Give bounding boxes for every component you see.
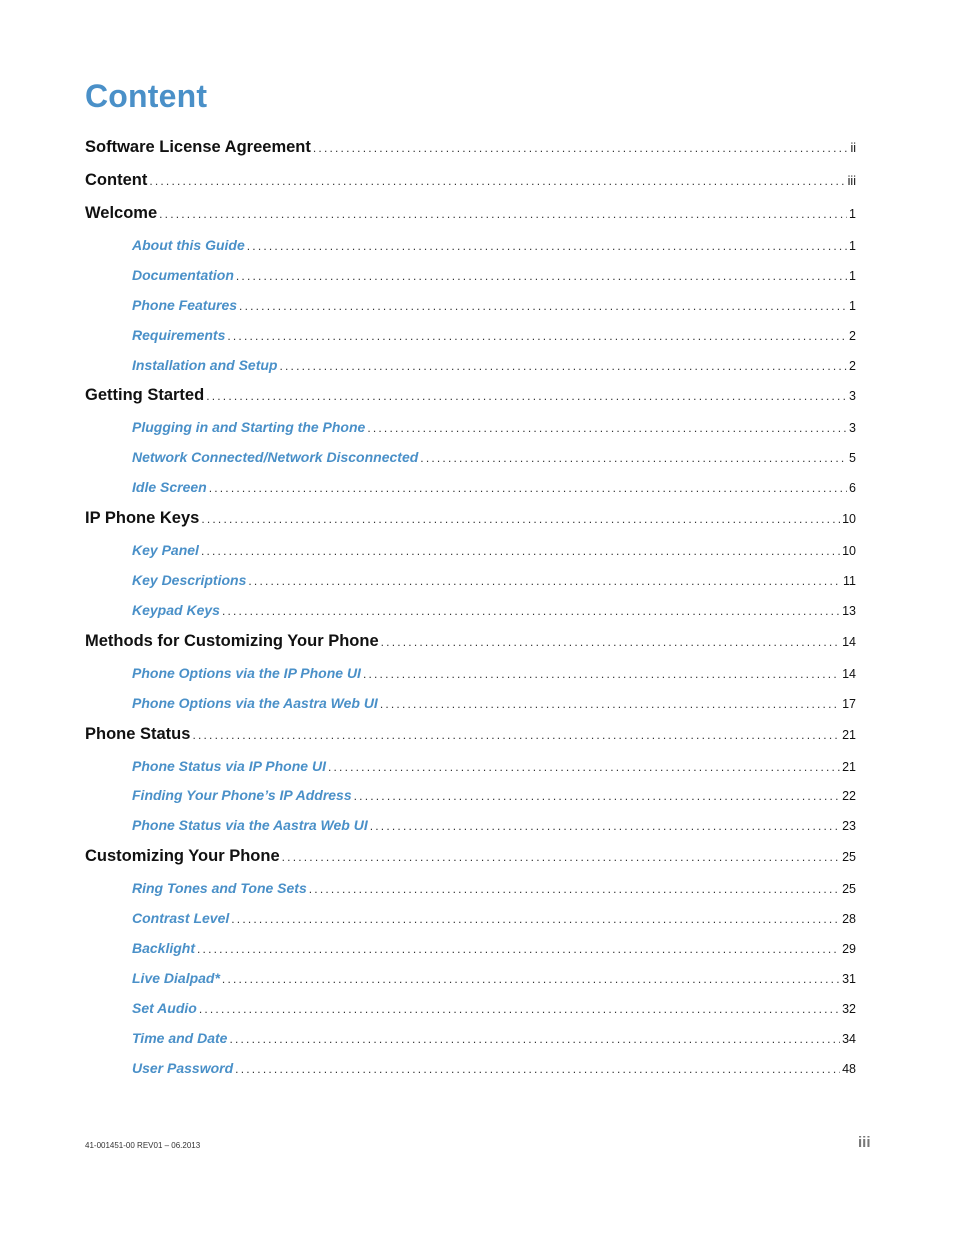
toc-chapter-entry[interactable]: [85, 138, 856, 171]
toc-entry-title: Methods for Customizing Your Phone: [85, 631, 379, 650]
dot-leader: [236, 269, 847, 283]
dot-leader: [367, 421, 847, 435]
dot-leader: [380, 697, 840, 711]
toc-entry-page: 29: [842, 942, 856, 957]
toc-entry-page: 2: [849, 358, 856, 373]
toc-entry-page: 25: [842, 850, 856, 865]
toc-entry-title: Phone Options via the IP Phone UI: [132, 664, 361, 681]
toc-entry-title: Phone Status via IP Phone UI: [132, 757, 326, 774]
dot-leader: [231, 912, 840, 926]
toc-section-entry[interactable]: [85, 237, 856, 267]
toc-entry-page: 25: [842, 882, 856, 897]
toc-entry-title: Welcome: [85, 204, 158, 222]
dot-leader: [199, 1002, 840, 1016]
toc-entry-page: 2: [849, 328, 856, 343]
toc-entry-title: Time and Date: [132, 1029, 228, 1046]
toc-entry-page: 3: [849, 421, 856, 436]
footer-page-number: iii: [858, 1134, 871, 1151]
table-of-contents: [85, 138, 856, 1089]
toc-entry-page: 23: [842, 819, 856, 834]
dot-leader: [201, 512, 840, 526]
toc-section-entry[interactable]: [85, 787, 856, 817]
dot-leader: [201, 544, 840, 558]
dot-leader: [313, 141, 849, 155]
toc-entry-title: Idle Screen: [132, 479, 207, 496]
toc-section-entry[interactable]: [85, 542, 856, 572]
toc-section-entry[interactable]: [85, 940, 856, 970]
toc-section-entry[interactable]: [85, 1060, 856, 1090]
toc-entry-title: Key Descriptions: [132, 572, 247, 589]
toc-section-entry[interactable]: [85, 970, 856, 1000]
dot-leader: [206, 389, 847, 403]
dot-leader: [209, 481, 847, 495]
toc-entry-page: 28: [842, 912, 856, 927]
dot-leader: [354, 789, 840, 803]
toc-entry-title: IP Phone Keys: [85, 509, 200, 528]
toc-entry-page: 48: [842, 1061, 856, 1076]
dot-leader: [222, 972, 840, 986]
dot-leader: [192, 728, 840, 742]
toc-entry-page: 32: [842, 1001, 856, 1016]
toc-section-entry[interactable]: [85, 419, 856, 449]
dot-leader: [370, 819, 840, 833]
toc-entry-title: Network Connected/Network Disconnected: [132, 449, 419, 466]
toc-section-entry[interactable]: [85, 1030, 856, 1060]
toc-entry-page: 1: [849, 239, 856, 253]
toc-entry-page: 21: [842, 759, 856, 774]
toc-entry-page: 31: [842, 971, 856, 986]
toc-entry-title: Requirements: [132, 326, 226, 343]
toc-entry-title: Documentation: [132, 266, 234, 283]
toc-section-entry[interactable]: [85, 267, 856, 297]
toc-section-entry[interactable]: [85, 665, 856, 695]
toc-chapter-entry[interactable]: [85, 509, 856, 542]
toc-entry-page: 10: [842, 512, 856, 527]
toc-entry-page: 14: [842, 634, 856, 649]
toc-entry-title: Backlight: [132, 940, 196, 957]
toc-entry-title: Ring Tones and Tone Sets: [132, 880, 307, 897]
toc-chapter-entry[interactable]: [85, 171, 856, 204]
toc-section-entry[interactable]: [85, 327, 856, 357]
toc-entry-page: 11: [843, 574, 856, 589]
dot-leader: [149, 174, 845, 188]
dot-leader: [239, 299, 847, 313]
toc-entry-title: Phone Status via the Aastra Web UI: [132, 817, 368, 834]
toc-chapter-entry[interactable]: [85, 847, 856, 880]
toc-entry-title: Set Audio: [132, 999, 197, 1016]
toc-section-entry[interactable]: [85, 449, 856, 479]
dot-leader: [420, 451, 847, 465]
dot-leader: [328, 760, 840, 774]
footer-document-id: 41-001451-00 REV01 – 06.2013: [85, 1141, 201, 1150]
toc-entry-page: 6: [849, 481, 856, 496]
toc-entry-page: 10: [842, 544, 856, 559]
toc-entry-page: 14: [842, 666, 856, 681]
dot-leader: [247, 239, 847, 253]
toc-entry-title: Software License Agreement: [85, 138, 311, 156]
dot-leader: [248, 574, 841, 588]
dot-leader: [282, 850, 840, 864]
toc-chapter-entry[interactable]: [85, 204, 856, 237]
dot-leader: [222, 604, 840, 618]
toc-chapter-entry[interactable]: [85, 632, 856, 665]
toc-entry-title: Key Panel: [132, 542, 199, 559]
toc-entry-page: 17: [842, 696, 856, 711]
toc-chapter-entry[interactable]: [85, 725, 856, 758]
toc-entry-title: Content: [85, 171, 148, 189]
toc-section-entry[interactable]: [85, 910, 856, 940]
toc-section-entry[interactable]: [85, 357, 856, 387]
toc-entry-title: Installation and Setup: [132, 356, 278, 373]
dot-leader: [227, 329, 847, 343]
toc-entry-title: Getting Started: [85, 386, 205, 405]
toc-entry-page: 1: [849, 298, 856, 313]
toc-entry-title: Contrast Level: [132, 910, 230, 927]
toc-entry-title: Phone Features: [132, 296, 238, 313]
toc-section-entry[interactable]: [85, 758, 856, 788]
dot-leader: [381, 635, 840, 649]
toc-entry-page: 13: [842, 603, 856, 618]
toc-entry-page: 21: [842, 727, 856, 742]
dot-leader: [229, 1032, 840, 1046]
toc-section-entry[interactable]: [85, 1000, 856, 1030]
toc-section-entry[interactable]: [85, 695, 856, 725]
toc-entry-page: 34: [842, 1031, 856, 1046]
toc-section-entry[interactable]: [85, 572, 856, 602]
toc-section-entry[interactable]: [85, 880, 856, 910]
toc-entry-title: User Password: [132, 1059, 234, 1076]
toc-section-entry[interactable]: [85, 602, 856, 632]
dot-leader: [309, 882, 840, 896]
toc-section-entry[interactable]: [85, 297, 856, 327]
dot-leader: [159, 207, 847, 221]
toc-entry-page: 1: [849, 268, 856, 283]
toc-entry-title: Finding Your Phone’s IP Address: [132, 787, 352, 804]
page-title: Content: [85, 78, 208, 114]
toc-entry-title: Phone Status: [85, 724, 191, 743]
toc-chapter-entry[interactable]: [85, 386, 856, 419]
dot-leader: [235, 1062, 840, 1076]
toc-entry-page: 3: [849, 389, 856, 404]
toc-entry-title: Plugging in and Starting the Phone: [132, 419, 366, 436]
toc-entry-title: Customizing Your Phone: [85, 847, 280, 866]
toc-entry-page: 1: [849, 207, 856, 221]
toc-entry-title: Phone Options via the Aastra Web UI: [132, 694, 378, 711]
toc-entry-title: Live Dialpad*: [132, 969, 220, 986]
toc-entry-title: Keypad Keys: [132, 601, 220, 618]
toc-entry-title: About this Guide: [132, 237, 245, 253]
toc-entry-page: ii: [850, 141, 856, 155]
dot-leader: [363, 667, 840, 681]
toc-entry-page: 22: [842, 789, 856, 804]
dot-leader: [279, 359, 847, 373]
toc-section-entry[interactable]: [85, 479, 856, 509]
toc-section-entry[interactable]: [85, 817, 856, 847]
toc-entry-page: 5: [849, 451, 856, 466]
toc-entry-page: iii: [847, 174, 856, 188]
dot-leader: [197, 942, 840, 956]
